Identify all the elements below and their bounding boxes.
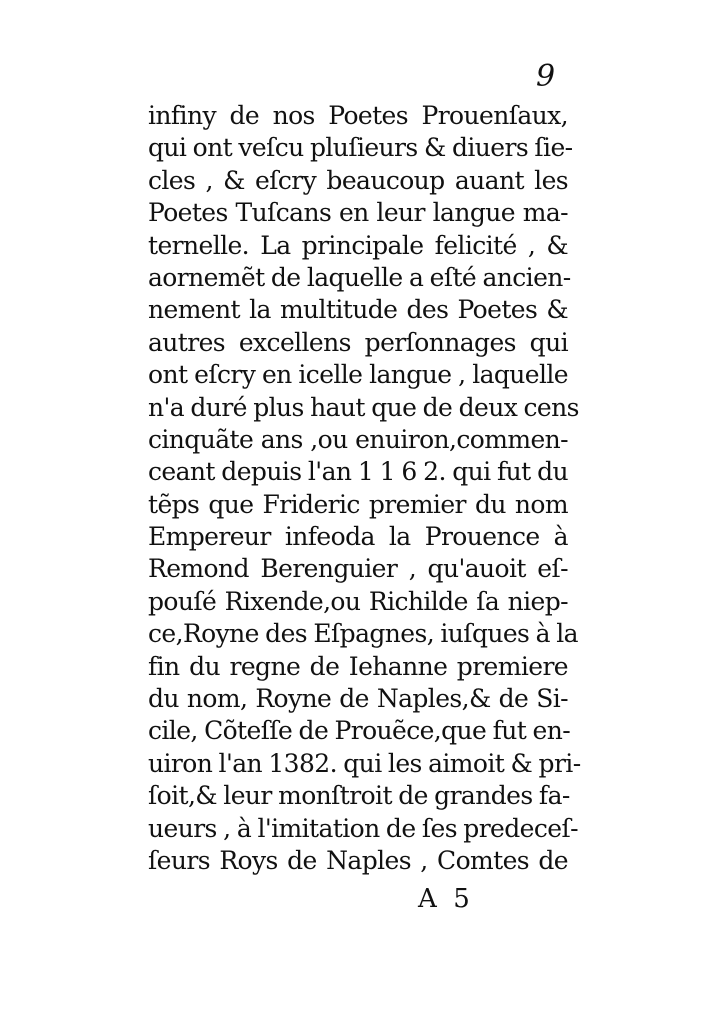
text-line: ont eſcry en icelle langue , laquelle	[148, 360, 568, 390]
text-line: du nom, Royne de Naples,& de Si-	[148, 684, 568, 714]
text-line: aornemẽt de laquelle a eſté ancien-	[148, 262, 571, 292]
text-line: fin du regne de Iehanne premiere	[148, 651, 568, 681]
text-line: tẽps que Frideric premier du nom	[148, 489, 568, 519]
text-line: infiny de nos Poetes Prouenſaux,	[148, 101, 568, 130]
text-line: ſeurs Roys de Naples , Comtes de	[148, 845, 568, 875]
text-line: pouſé Rixende,ou Richilde ſa niep-	[148, 586, 568, 616]
text-line: cinquãte ans ,ou enuiron,commen-	[148, 424, 568, 454]
text-line: cles , & eſcry beaucoup auant les	[148, 165, 568, 195]
text-line: cile, Cõteſſe de Prouẽce,que fut en-	[148, 716, 571, 746]
text-line: autres excellens perſonnages qui	[148, 327, 568, 357]
signature-mark: A 5	[418, 884, 470, 914]
text-line: Poetes Tuſcans en leur langue ma-	[148, 198, 568, 228]
text-line: ternelle. La principale felicité , &	[148, 230, 568, 260]
text-line: Empereur infeoda la Prouence à	[148, 522, 568, 552]
text-line: uiron l'an 1382. qui les aimoit & pri-	[148, 748, 581, 778]
text-line: ce,Royne des Eſpagnes, iuſques à la	[148, 619, 578, 649]
body-text	[148, 100, 581, 877]
text-line: ſoit,& leur monſtroit de grandes fa-	[148, 781, 570, 811]
text-line: ueurs , à l'imitation de ſes predeceſ-	[148, 813, 578, 843]
text-line: qui ont veſcu pluſieurs & diuers ſie-	[148, 133, 573, 163]
page-number: 9	[536, 59, 556, 94]
text-line: n'a duré plus haut que de deux cens	[148, 392, 579, 422]
text-line: Remond Berenguier , qu'auoit eſ-	[148, 554, 568, 584]
text-line: nement la multitude des Poetes &	[148, 295, 568, 325]
text-line: ceant depuis l'an 1 1 6 2. qui fut du	[148, 457, 568, 487]
